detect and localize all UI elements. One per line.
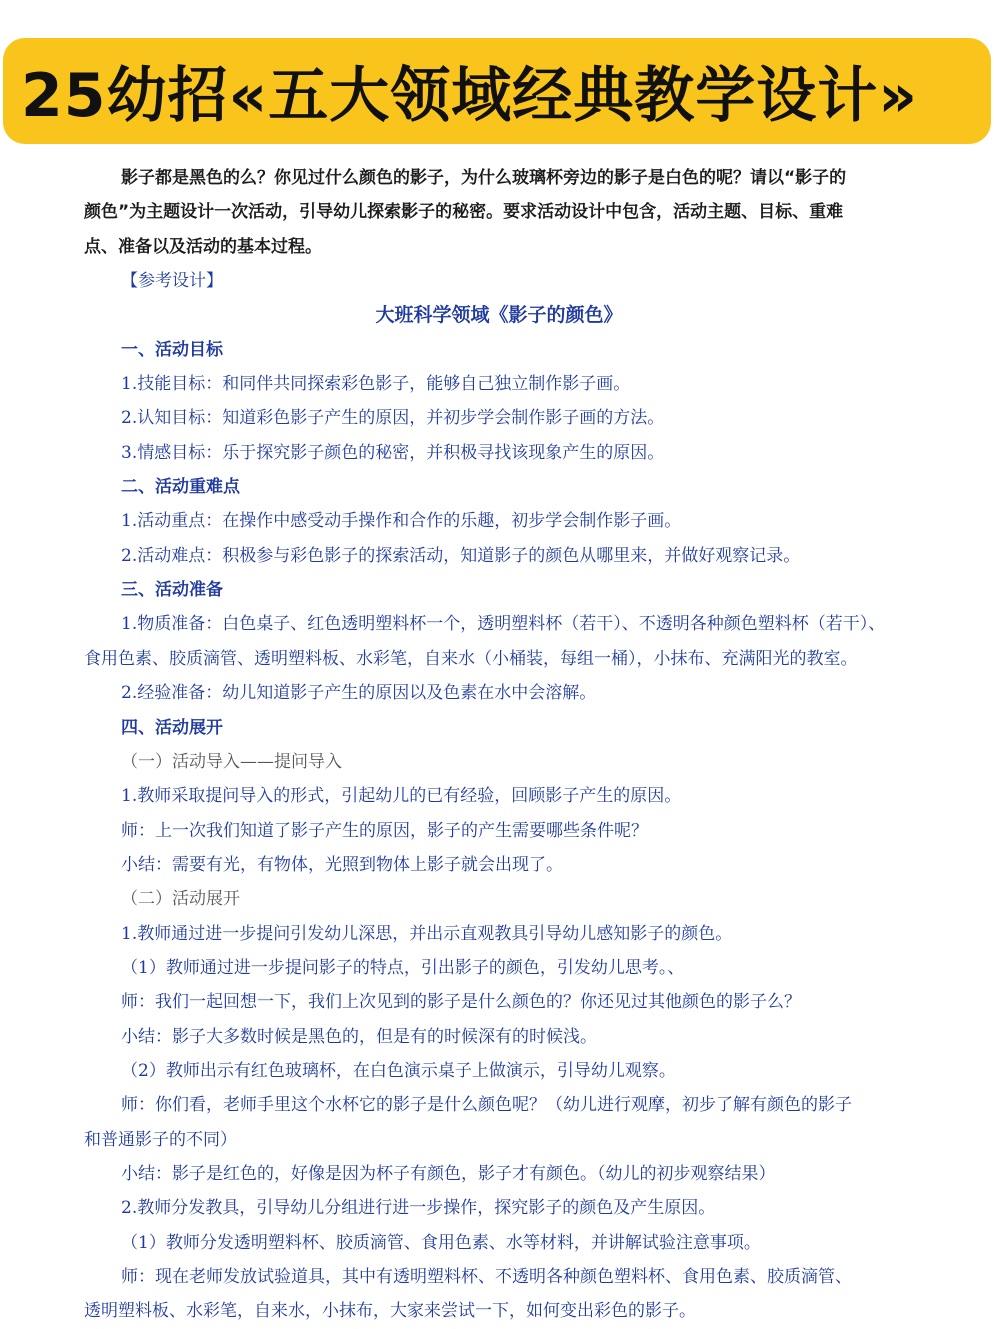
process-item: 小结：需要有光，有物体，光照到物体上影子就会出现了。: [121, 854, 563, 875]
intro-line: 颜色”为主题设计一次活动，引导幼儿探索影子的秘密。要求活动设计中包含，活动主题、目标、重难: [84, 202, 844, 223]
goal-item: 2.认知目标：知道彩色影子产生的原因，并初步学会制作影子画的方法。: [121, 408, 665, 429]
process-item: （1）教师分发透明塑料杯、胶质滴管、食用色素、水等材料，并讲解试验注意事项。: [121, 1232, 761, 1253]
process-item: 师：我们一起回想一下，我们上次见到的影子是什么颜色的？你还见过其他颜色的影子么？: [121, 992, 801, 1013]
document-body: [84, 161, 914, 1329]
process-item: 师：现在老师发放试验道具，其中有透明塑料杯、不透明各种颜色塑料杯、食用色素、胶质滴管、: [121, 1267, 852, 1287]
process-subheading: （二）活动展开: [121, 889, 240, 910]
section-heading-process: 四、活动展开: [121, 717, 223, 738]
process-item: 师：你们看，老师手里这个水杯它的影子是什么颜色呢？（幼儿进行观摩，初步了解有颜色的影子: [121, 1095, 852, 1116]
section-heading-key-points: 二、活动重难点: [121, 477, 240, 498]
intro-line: 点、准备以及活动的基本过程。: [84, 236, 322, 257]
preparation-item: 1.物质准备：白色桌子、红色透明塑料杯一个，透明塑料杯（若干）、不透明各种颜色塑料杯（若干）、: [121, 614, 886, 635]
process-item: 透明塑料板、水彩笔，自来水，小抹布，大家来尝试一下，如何变出彩色的影子。: [84, 1301, 696, 1322]
preparation-item: 2.经验准备：幼儿知道影子产生的原因以及色素在水中会溶解。: [121, 683, 597, 704]
key-point-item: 2.活动难点：积极参与彩色影子的探索活动，知道影子的颜色从哪里来，并做好观察记录。: [121, 545, 801, 566]
process-item: （1）教师通过进一步提问影子的特点，引出影子的颜色，引发幼儿思考。、: [121, 957, 685, 978]
title-banner: [3, 38, 991, 144]
banner-title: 25幼招«五大领域经典教学设计»: [21, 61, 919, 131]
process-item: 师：上一次我们知道了影子产生的原因，影子的产生需要哪些条件呢？: [121, 820, 648, 841]
process-item: （2）教师出示有红色玻璃杯，在白色演示桌子上做演示，引导幼儿观察。: [121, 1060, 676, 1081]
section-heading-preparation: 三、活动准备: [121, 580, 223, 601]
process-item: 小结：影子是红色的，好像是因为杯子有颜色，影子才有颜色。（幼儿的初步观察结果）: [121, 1163, 776, 1184]
preparation-item: 食用色素、胶质滴管、透明塑料板、水彩笔，自来水（小桶装，每组一桶），小抹布、充满阳光的教室。: [84, 648, 858, 669]
key-point-item: 1.活动重点：在操作中感受动手操作和合作的乐趣，初步学会制作影子画。: [121, 511, 682, 532]
process-item: 和普通影子的不同）: [84, 1129, 237, 1150]
process-item: 1.教师通过进一步提问引发幼儿深思，并出示直观教具引导幼儿感知影子的颜色。: [121, 923, 733, 944]
reference-label: 【参考设计】: [121, 271, 223, 292]
process-item: 2.教师分发教具，引导幼儿分组进行进一步操作，探究影子的颜色及产生原因。: [121, 1198, 716, 1219]
goal-item: 3.情感目标：乐于探究影子颜色的秘密，并积极寻找该现象产生的原因。: [121, 442, 665, 463]
process-item: 1.教师采取提问导入的形式，引起幼儿的已有经验，回顾影子产生的原因。: [121, 786, 682, 807]
process-subheading: （一）活动导入——提问导入: [121, 751, 342, 772]
goal-item: 1.技能目标：和同伴共同探索彩色影子，能够自己独立制作影子画。: [121, 374, 631, 395]
section-heading-goals: 一、活动目标: [121, 339, 223, 360]
process-item: 小结：影子大多数时候是黑色的，但是有的时候深有的时候浅。: [121, 1026, 597, 1047]
lesson-title: 大班科学领域《影子的颜色》: [375, 304, 623, 327]
intro-line: 影子都是黑色的么？你见过什么颜色的影子，为什么玻璃杯旁边的影子是白色的呢？请以“影子的: [121, 168, 847, 188]
